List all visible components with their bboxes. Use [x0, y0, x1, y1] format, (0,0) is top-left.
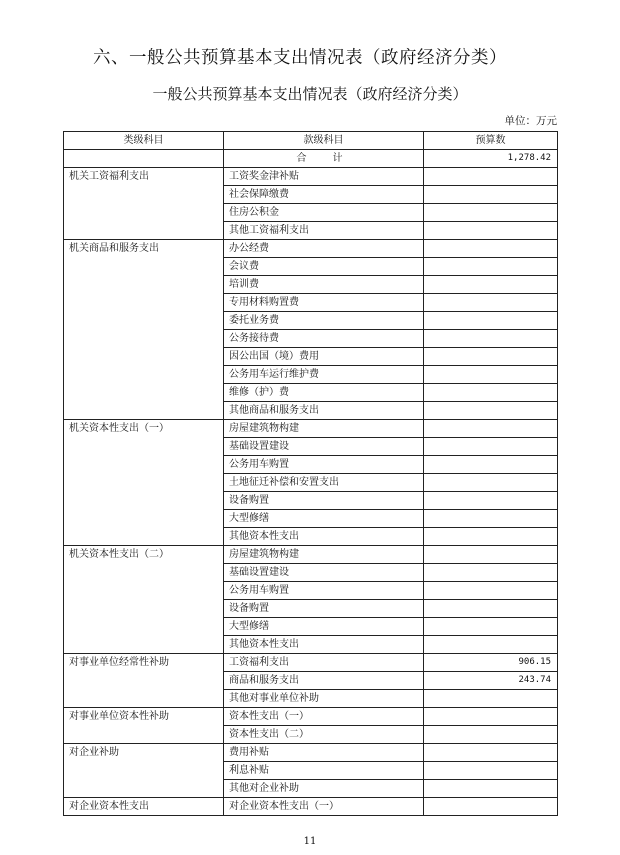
budget-value-cell — [424, 744, 558, 762]
item-cell: 大型修缮 — [224, 510, 424, 528]
budget-value-cell — [424, 564, 558, 582]
budget-table — [63, 131, 558, 816]
budget-value-cell — [424, 636, 558, 654]
item-cell: 其他资本性支出 — [224, 528, 424, 546]
budget-value-cell — [424, 618, 558, 636]
category-cell: 机关商品和服务支出 — [64, 240, 224, 420]
item-cell: 其他资本性支出 — [224, 636, 424, 654]
budget-value-cell — [424, 726, 558, 744]
budget-value-cell: 243.74 — [424, 672, 558, 690]
item-cell: 公务用车购置 — [224, 456, 424, 474]
budget-value-cell — [424, 186, 558, 204]
category-cell: 对企业补助 — [64, 744, 224, 798]
table-title: 一般公共预算基本支出情况表（政府经济分类） — [152, 85, 468, 103]
item-cell: 维修（护）费 — [224, 384, 424, 402]
table-row — [64, 708, 558, 726]
item-cell: 大型修缮 — [224, 618, 424, 636]
budget-value-cell — [424, 438, 558, 456]
item-cell: 利息补贴 — [224, 762, 424, 780]
category-cell: 对企业资本性支出 — [64, 798, 224, 816]
page-number: 11 — [303, 836, 317, 847]
category-cell: 对事业单位经常性补助 — [64, 654, 224, 708]
header-category: 类级科目 — [64, 132, 224, 150]
category-cell: 机关资本性支出（二） — [64, 546, 224, 654]
budget-value-cell — [424, 258, 558, 276]
page-heading: 六、一般公共预算基本支出情况表（政府经济分类） — [93, 48, 507, 68]
item-cell: 公务接待费 — [224, 330, 424, 348]
budget-value-cell — [424, 492, 558, 510]
budget-value-cell — [424, 402, 558, 420]
header-budget: 预算数 — [424, 132, 558, 150]
category-cell: 机关工资福利支出 — [64, 168, 224, 240]
budget-value-cell — [424, 474, 558, 492]
item-cell: 住房公积金 — [224, 204, 424, 222]
total-label: 合 计 — [224, 150, 424, 168]
budget-value-cell — [424, 366, 558, 384]
budget-value-cell — [424, 510, 558, 528]
budget-value-cell — [424, 276, 558, 294]
budget-value-cell — [424, 528, 558, 546]
item-cell: 办公经费 — [224, 240, 424, 258]
table-row — [64, 240, 558, 258]
budget-value-cell — [424, 600, 558, 618]
budget-value-cell — [424, 780, 558, 798]
unit-label: 单位：万元 — [504, 115, 557, 127]
item-cell: 土地征迁补偿和安置支出 — [224, 474, 424, 492]
budget-value-cell — [424, 348, 558, 366]
budget-value-cell — [424, 168, 558, 186]
budget-value-cell — [424, 456, 558, 474]
table-row — [64, 546, 558, 564]
item-cell: 基础设置建设 — [224, 564, 424, 582]
item-cell: 会议费 — [224, 258, 424, 276]
table-row — [64, 420, 558, 438]
budget-value-cell — [424, 384, 558, 402]
item-cell: 专用材料购置费 — [224, 294, 424, 312]
item-cell: 其他对企业补助 — [224, 780, 424, 798]
total-row — [64, 150, 558, 168]
total-value: 1,278.42 — [424, 150, 558, 168]
item-cell: 培训费 — [224, 276, 424, 294]
table-row — [64, 168, 558, 186]
total-empty-cell — [64, 150, 224, 168]
budget-value-cell — [424, 294, 558, 312]
item-cell: 其他商品和服务支出 — [224, 402, 424, 420]
category-cell: 对事业单位资本性补助 — [64, 708, 224, 744]
category-cell: 机关资本性支出（一） — [64, 420, 224, 546]
budget-value-cell — [424, 546, 558, 564]
budget-value-cell — [424, 204, 558, 222]
budget-value-cell: 906.15 — [424, 654, 558, 672]
item-cell: 工资奖金津补贴 — [224, 168, 424, 186]
item-cell: 商品和服务支出 — [224, 672, 424, 690]
header-item: 款级科目 — [224, 132, 424, 150]
item-cell: 公务用车购置 — [224, 582, 424, 600]
budget-value-cell — [424, 690, 558, 708]
item-cell: 设备购置 — [224, 600, 424, 618]
item-cell: 设备购置 — [224, 492, 424, 510]
budget-value-cell — [424, 708, 558, 726]
item-cell: 公务用车运行维护费 — [224, 366, 424, 384]
budget-value-cell — [424, 420, 558, 438]
table-header-row — [64, 132, 558, 150]
item-cell: 基础设置建设 — [224, 438, 424, 456]
budget-value-cell — [424, 762, 558, 780]
table-row — [64, 744, 558, 762]
table-row — [64, 798, 558, 816]
budget-value-cell — [424, 330, 558, 348]
budget-value-cell — [424, 582, 558, 600]
table-row — [64, 654, 558, 672]
budget-value-cell — [424, 312, 558, 330]
item-cell: 对企业资本性支出（一） — [224, 798, 424, 816]
item-cell: 因公出国（境）费用 — [224, 348, 424, 366]
item-cell: 其他对事业单位补助 — [224, 690, 424, 708]
item-cell: 资本性支出（二） — [224, 726, 424, 744]
item-cell: 费用补贴 — [224, 744, 424, 762]
item-cell: 工资福利支出 — [224, 654, 424, 672]
item-cell: 其他工资福利支出 — [224, 222, 424, 240]
budget-value-cell — [424, 240, 558, 258]
item-cell: 社会保障缴费 — [224, 186, 424, 204]
budget-value-cell — [424, 222, 558, 240]
item-cell: 委托业务费 — [224, 312, 424, 330]
item-cell: 资本性支出（一） — [224, 708, 424, 726]
budget-value-cell — [424, 798, 558, 816]
item-cell: 房屋建筑物构建 — [224, 546, 424, 564]
item-cell: 房屋建筑物构建 — [224, 420, 424, 438]
